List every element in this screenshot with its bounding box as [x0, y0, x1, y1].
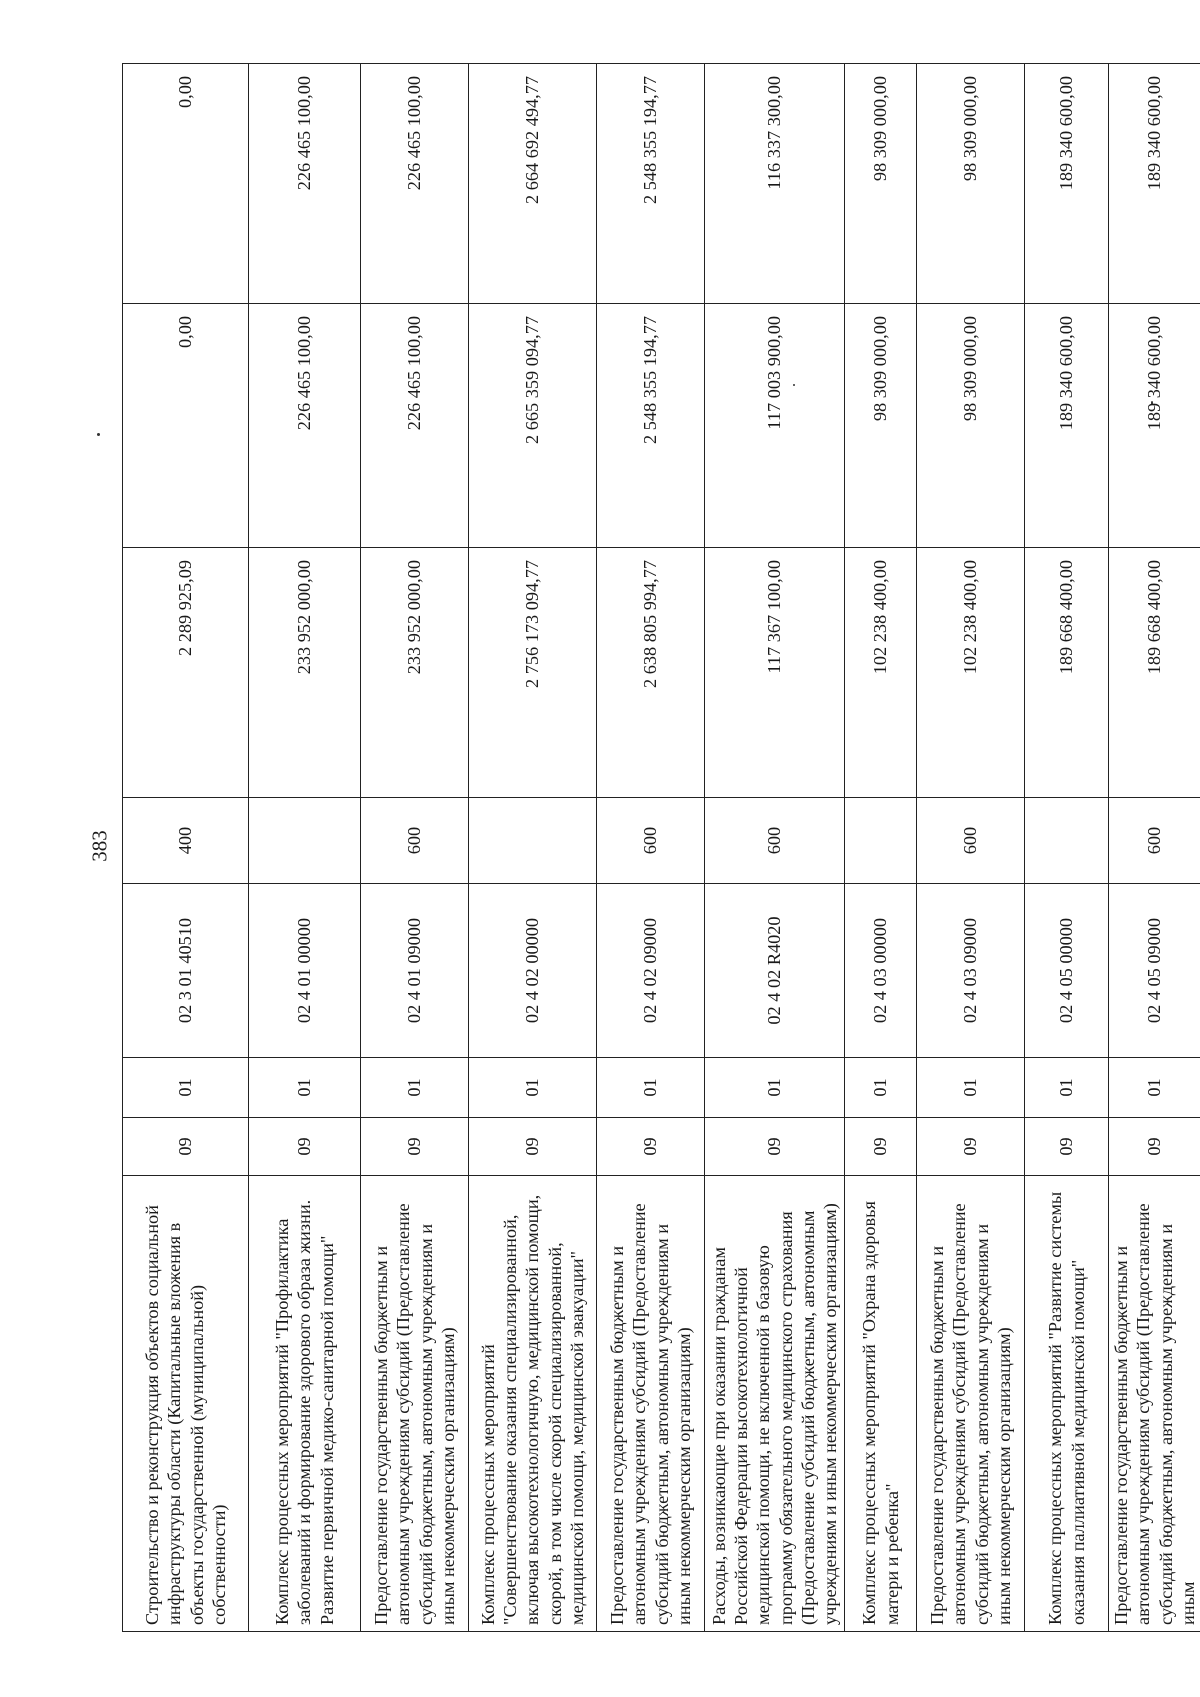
expense-type-code: 600 [361, 798, 469, 884]
table-row [1109, 64, 1200, 1632]
target-article-code: 02 4 01 09000 [361, 884, 469, 1058]
page-number-text: 383 [87, 830, 112, 862]
ministry-code: 09 [1109, 1118, 1200, 1176]
section-code: 01 [1025, 1058, 1109, 1118]
amount-year-3: 116 337 300,00 [705, 64, 845, 304]
table-row [1025, 64, 1109, 1632]
item-name: Предоставление государственным бюджетным и автономным учреждениям субсидий (Предоставление субсидий бюджетным, автономным учреждениям и иным некоммерческим организациям) [361, 1176, 469, 1632]
expense-type-code [469, 798, 597, 884]
section-code: 01 [123, 1058, 249, 1118]
ministry-code: 09 [705, 1118, 845, 1176]
table-row [361, 64, 469, 1632]
amount-year-1: 189 668 400,00 [1025, 548, 1109, 798]
amount-year-2: 189 340 600,00 [1025, 304, 1109, 548]
amount-year-1: 2 638 805 994,77 [597, 548, 705, 798]
section-code: 01 [917, 1058, 1025, 1118]
table-row [469, 64, 597, 1632]
amount-year-3: 226 465 100,00 [249, 64, 361, 304]
target-article-code: 02 4 03 09000 [917, 884, 1025, 1058]
expense-type-code [1025, 798, 1109, 884]
target-article-code: 02 4 02 09000 [597, 884, 705, 1058]
amount-year-3: 189 340 600,00 [1109, 64, 1200, 304]
table-row [249, 64, 361, 1632]
target-article-code: 02 4 02 R4020 [705, 884, 845, 1058]
amount-year-3: 98 309 000,00 [917, 64, 1025, 304]
budget-table [122, 63, 1200, 1632]
target-article-code: 02 3 01 40510 [123, 884, 249, 1058]
budget-table-body [123, 64, 1200, 1632]
item-name: Предоставление государственным бюджетным и автономным учреждениям субсидий (Предоставление субсидий бюджетным, автономным учреждениям и иным некоммерческим организациям) [597, 1176, 705, 1632]
amount-year-3: 189 340 600,00 [1025, 64, 1109, 304]
amount-year-2: 98 309 000,00 [917, 304, 1025, 548]
amount-year-3: 98 309 000,00 [845, 64, 917, 304]
ministry-code: 09 [597, 1118, 705, 1176]
budget-table-rotated [122, 64, 1198, 1632]
target-article-code: 02 4 03 00000 [845, 884, 917, 1058]
table-row [917, 64, 1025, 1632]
expense-type-code [249, 798, 361, 884]
target-article-code: 02 4 01 00000 [249, 884, 361, 1058]
section-code: 01 [249, 1058, 361, 1118]
section-code: 01 [361, 1058, 469, 1118]
scan-speck [97, 433, 100, 436]
table-row [705, 64, 845, 1632]
amount-year-2: 226 465 100,00 [361, 304, 469, 548]
target-article-code: 02 4 05 00000 [1025, 884, 1109, 1058]
section-code: 01 [845, 1058, 917, 1118]
amount-year-1: 117 367 100,00 [705, 548, 845, 798]
ministry-code: 09 [469, 1118, 597, 1176]
expense-type-code: 600 [1109, 798, 1200, 884]
amount-year-1: 233 952 000,00 [361, 548, 469, 798]
amount-year-3: 226 465 100,00 [361, 64, 469, 304]
ministry-code: 09 [123, 1118, 249, 1176]
amount-year-1: 2 289 925,09 [123, 548, 249, 798]
section-code: 01 [1109, 1058, 1200, 1118]
item-name: Расходы, возникающие при оказании гражданам Российской Федерации высокотехнологичной медицинской помощи, не включенной в базовую программу обязательного медицинского страхования (Предоставление субсидий бюджетным, автономным учреждениям и иным некоммерческим организациям) [705, 1176, 845, 1632]
table-row [123, 64, 249, 1632]
expense-type-code: 600 [705, 798, 845, 884]
target-article-code: 02 4 05 09000 [1109, 884, 1200, 1058]
expense-type-code [845, 798, 917, 884]
item-name: Комплекс процессных мероприятий "Профилактика заболеваний и формирование здорового образа жизни. Развитие первичной медико-санитарной помощи" [249, 1176, 361, 1632]
table-row [845, 64, 917, 1632]
amount-year-2: 0,00 [123, 304, 249, 548]
item-name: Комплекс процессных мероприятий "Охрана здоровья матери и ребенка" [845, 1176, 917, 1632]
item-name: Комплекс процессных мероприятий "Совершенствование оказания специализированной, включая высокотехнологичную, медицинской помощи, скорой, в том числе скорой специализированной, медицинской помощи, медицинской эвакуации" [469, 1176, 597, 1632]
amount-year-1: 233 952 000,00 [249, 548, 361, 798]
amount-year-1: 102 238 400,00 [917, 548, 1025, 798]
item-name: Предоставление государственным бюджетным и автономным учреждениям субсидий (Предоставление субсидий бюджетным, автономным учреждениям и иным [1109, 1176, 1200, 1632]
expense-type-code: 600 [917, 798, 1025, 884]
ministry-code: 09 [917, 1118, 1025, 1176]
table-row [597, 64, 705, 1632]
amount-year-2: 2 665 359 094,77 [469, 304, 597, 548]
section-code: 01 [469, 1058, 597, 1118]
item-name: Предоставление государственным бюджетным и автономным учреждениям субсидий (Предоставление субсидий бюджетным, автономным учреждениям и иным некоммерческим организациям) [917, 1176, 1025, 1632]
item-name: Комплекс процессных мероприятий "Развитие системы оказания паллиативной медицинской помощи" [1025, 1176, 1109, 1632]
amount-year-1: 102 238 400,00 [845, 548, 917, 798]
amount-year-2: 117 003 900,00 [705, 304, 845, 548]
amount-year-2: 98 309 000,00 [845, 304, 917, 548]
amount-year-1: 189 668 400,00 [1109, 548, 1200, 798]
target-article-code: 02 4 02 00000 [469, 884, 597, 1058]
ministry-code: 09 [1025, 1118, 1109, 1176]
ministry-code: 09 [249, 1118, 361, 1176]
section-code: 01 [597, 1058, 705, 1118]
amount-year-3: 2 548 355 194,77 [597, 64, 705, 304]
amount-year-2: 226 465 100,00 [249, 304, 361, 548]
amount-year-3: 0,00 [123, 64, 249, 304]
expense-type-code: 600 [597, 798, 705, 884]
item-name: Строительство и реконструкция объектов социальной инфраструктуры области (Капитальные вложения в объекты государственной (муниципальной) собственности) [123, 1176, 249, 1632]
amount-year-2: 2 548 355 194,77 [597, 304, 705, 548]
section-code: 01 [705, 1058, 845, 1118]
expense-type-code: 400 [123, 798, 249, 884]
amount-year-1: 2 756 173 094,77 [469, 548, 597, 798]
ministry-code: 09 [845, 1118, 917, 1176]
amount-year-3: 2 664 692 494,77 [469, 64, 597, 304]
ministry-code: 09 [361, 1118, 469, 1176]
amount-year-2: 189 340 600,00 [1109, 304, 1200, 548]
